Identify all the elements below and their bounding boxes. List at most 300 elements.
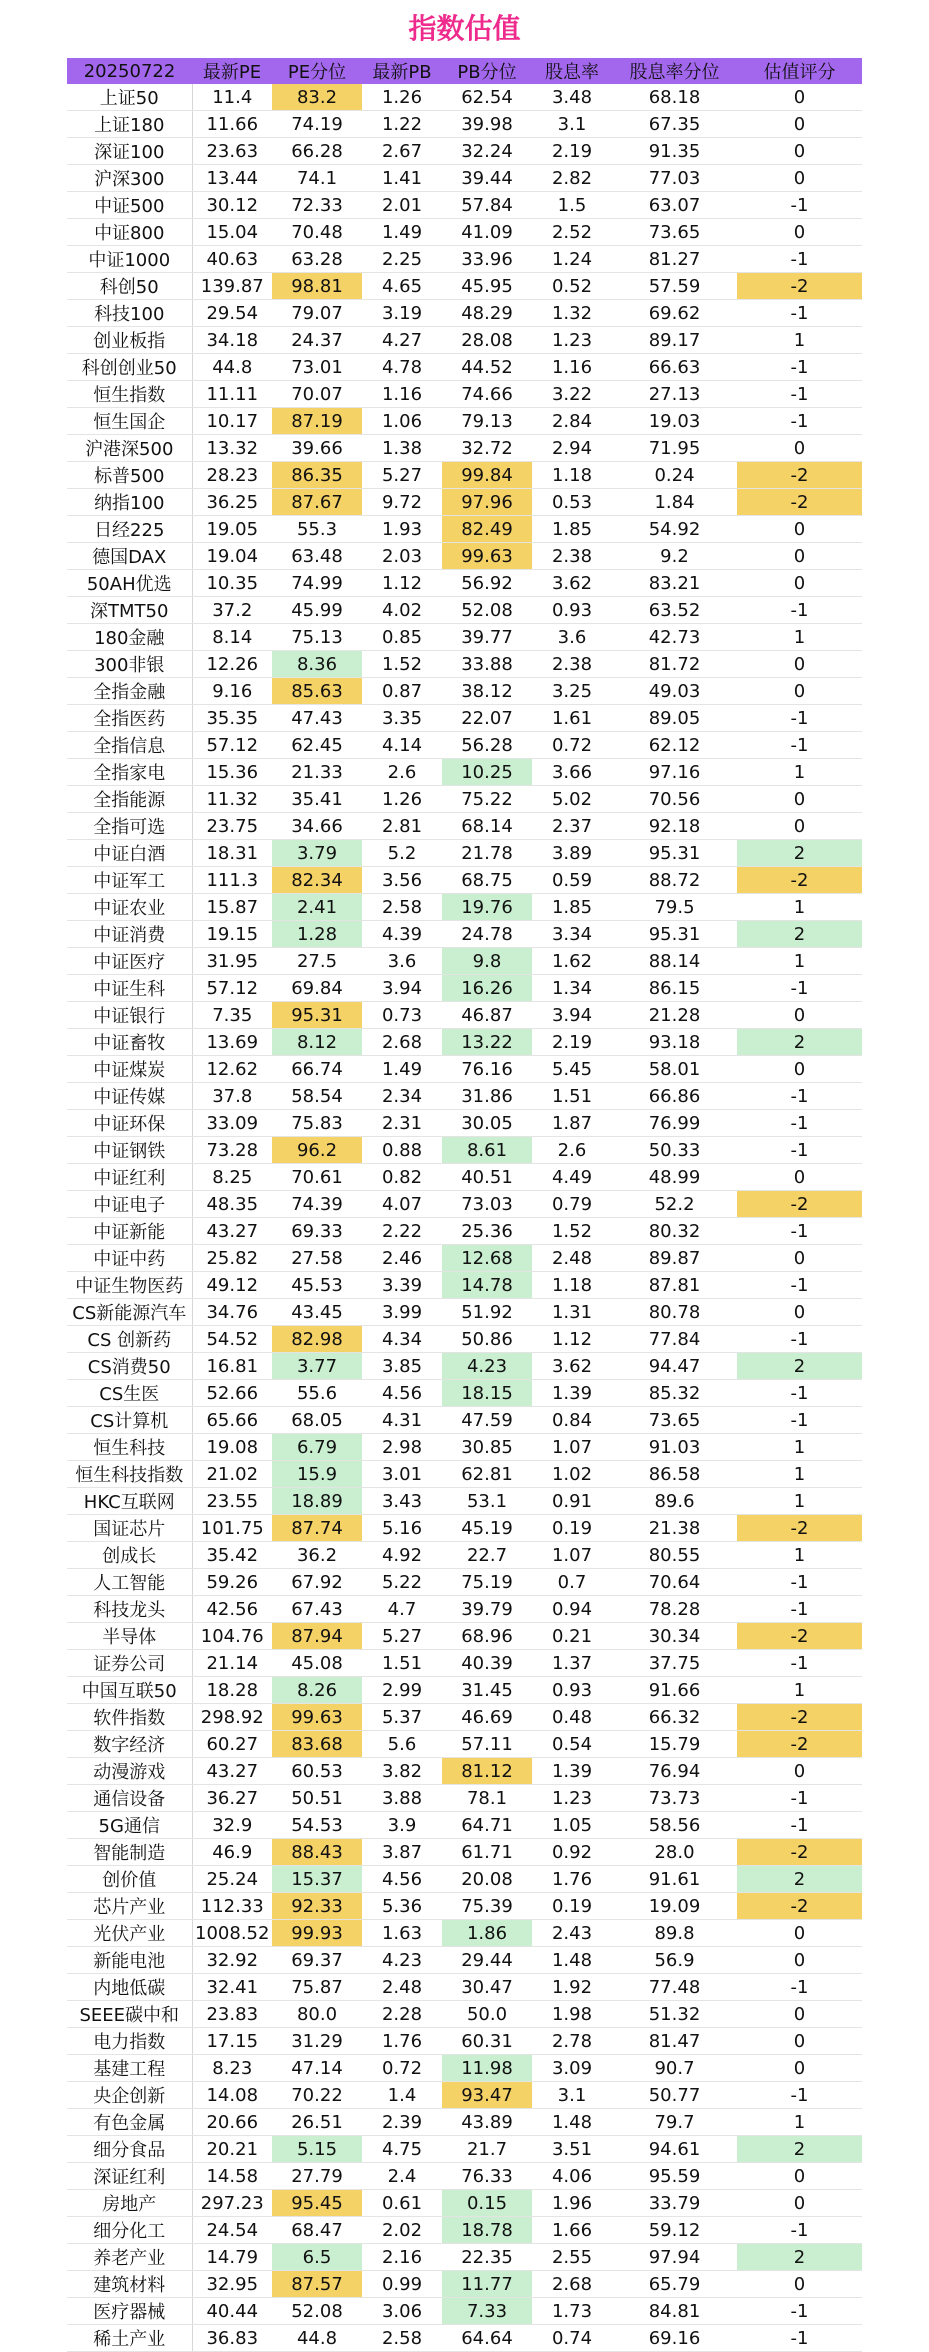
table-row bbox=[67, 1137, 862, 1164]
table-row bbox=[67, 165, 862, 192]
dividend-yield: 1.31 bbox=[532, 1299, 612, 1326]
pe-value: 21.14 bbox=[192, 1650, 272, 1677]
table-row bbox=[67, 1650, 862, 1677]
dividend-percentile: 65.79 bbox=[612, 2271, 737, 2298]
index-name: 创价值 bbox=[67, 1866, 192, 1893]
pe-value: 19.08 bbox=[192, 1434, 272, 1461]
pb-percentile: 21.78 bbox=[442, 840, 532, 867]
pb-value: 4.07 bbox=[362, 1191, 442, 1218]
index-name: 数字经济 bbox=[67, 1731, 192, 1758]
dividend-percentile: 58.01 bbox=[612, 1056, 737, 1083]
pe-value: 32.9 bbox=[192, 1812, 272, 1839]
pe-value: 35.42 bbox=[192, 1542, 272, 1569]
index-name: 全指能源 bbox=[67, 786, 192, 813]
pe-value: 101.75 bbox=[192, 1515, 272, 1542]
pb-percentile: 44.52 bbox=[442, 354, 532, 381]
table-row bbox=[67, 894, 862, 921]
table-row bbox=[67, 975, 862, 1002]
dividend-percentile: 68.18 bbox=[612, 84, 737, 111]
index-name: 中证500 bbox=[67, 192, 192, 219]
dividend-percentile: 89.6 bbox=[612, 1488, 737, 1515]
dividend-yield: 1.98 bbox=[532, 2001, 612, 2028]
dividend-percentile: 0.24 bbox=[612, 462, 737, 489]
pe-percentile: 68.47 bbox=[272, 2217, 362, 2244]
dividend-yield: 1.32 bbox=[532, 300, 612, 327]
pe-value: 25.82 bbox=[192, 1245, 272, 1272]
pb-value: 3.01 bbox=[362, 1461, 442, 1488]
pb-percentile: 13.22 bbox=[442, 1029, 532, 1056]
index-name: 全指信息 bbox=[67, 732, 192, 759]
pb-value: 1.49 bbox=[362, 1056, 442, 1083]
pb-percentile: 11.98 bbox=[442, 2055, 532, 2082]
table-row bbox=[67, 705, 862, 732]
pb-value: 4.56 bbox=[362, 1380, 442, 1407]
dividend-percentile: 66.32 bbox=[612, 1704, 737, 1731]
pb-value: 2.58 bbox=[362, 2325, 442, 2352]
index-name: CS生医 bbox=[67, 1380, 192, 1407]
pb-percentile: 46.69 bbox=[442, 1704, 532, 1731]
pb-percentile: 81.12 bbox=[442, 1758, 532, 1785]
pb-percentile: 53.1 bbox=[442, 1488, 532, 1515]
valuation-score: -2 bbox=[737, 1839, 862, 1866]
table-row bbox=[67, 597, 862, 624]
pe-percentile: 73.01 bbox=[272, 354, 362, 381]
dividend-yield: 1.16 bbox=[532, 354, 612, 381]
pb-value: 1.16 bbox=[362, 381, 442, 408]
index-name: 恒生科技 bbox=[67, 1434, 192, 1461]
dividend-yield: 2.19 bbox=[532, 138, 612, 165]
pe-value: 11.11 bbox=[192, 381, 272, 408]
pb-value: 2.6 bbox=[362, 759, 442, 786]
pe-percentile: 6.5 bbox=[272, 2244, 362, 2271]
index-name: 有色金属 bbox=[67, 2109, 192, 2136]
pe-value: 31.95 bbox=[192, 948, 272, 975]
valuation-score: 0 bbox=[737, 2028, 862, 2055]
dividend-yield: 0.21 bbox=[532, 1623, 612, 1650]
pb-percentile: 20.08 bbox=[442, 1866, 532, 1893]
pe-value: 1008.52 bbox=[192, 1920, 272, 1947]
dividend-percentile: 73.65 bbox=[612, 219, 737, 246]
pb-value: 3.9 bbox=[362, 1812, 442, 1839]
pe-percentile: 62.45 bbox=[272, 732, 362, 759]
dividend-yield: 1.18 bbox=[532, 1272, 612, 1299]
pe-value: 8.14 bbox=[192, 624, 272, 651]
index-name: 医疗器械 bbox=[67, 2298, 192, 2325]
dividend-percentile: 28.0 bbox=[612, 1839, 737, 1866]
pb-value: 3.39 bbox=[362, 1272, 442, 1299]
table-row bbox=[67, 786, 862, 813]
pe-value: 32.92 bbox=[192, 1947, 272, 1974]
dividend-yield: 1.39 bbox=[532, 1758, 612, 1785]
index-name: 中证军工 bbox=[67, 867, 192, 894]
valuation-score: -2 bbox=[737, 867, 862, 894]
pb-value: 1.76 bbox=[362, 2028, 442, 2055]
pe-value: 18.31 bbox=[192, 840, 272, 867]
pb-value: 1.38 bbox=[362, 435, 442, 462]
pe-percentile: 8.12 bbox=[272, 1029, 362, 1056]
dividend-percentile: 19.09 bbox=[612, 1893, 737, 1920]
pb-value: 2.46 bbox=[362, 1245, 442, 1272]
dividend-percentile: 86.58 bbox=[612, 1461, 737, 1488]
dividend-yield: 1.23 bbox=[532, 327, 612, 354]
dividend-yield: 2.38 bbox=[532, 543, 612, 570]
valuation-score: -1 bbox=[737, 1650, 862, 1677]
table-row bbox=[67, 1866, 862, 1893]
valuation-score: 0 bbox=[737, 2163, 862, 2190]
pe-percentile: 74.99 bbox=[272, 570, 362, 597]
dividend-yield: 0.7 bbox=[532, 1569, 612, 1596]
pb-percentile: 99.63 bbox=[442, 543, 532, 570]
pe-value: 13.69 bbox=[192, 1029, 272, 1056]
pb-value: 2.48 bbox=[362, 1974, 442, 2001]
valuation-score: 1 bbox=[737, 894, 862, 921]
pb-percentile: 78.1 bbox=[442, 1785, 532, 1812]
table-row bbox=[67, 1974, 862, 2001]
index-name: 稀土产业 bbox=[67, 2325, 192, 2352]
pe-percentile: 70.22 bbox=[272, 2082, 362, 2109]
dividend-percentile: 21.28 bbox=[612, 1002, 737, 1029]
pe-value: 19.15 bbox=[192, 921, 272, 948]
pb-percentile: 41.09 bbox=[442, 219, 532, 246]
table-row bbox=[67, 2244, 862, 2271]
index-name: 中证电子 bbox=[67, 1191, 192, 1218]
pe-value: 37.8 bbox=[192, 1083, 272, 1110]
index-name: 证券公司 bbox=[67, 1650, 192, 1677]
pe-value: 28.23 bbox=[192, 462, 272, 489]
pb-value: 0.72 bbox=[362, 2055, 442, 2082]
pe-value: 30.12 bbox=[192, 192, 272, 219]
pe-value: 40.63 bbox=[192, 246, 272, 273]
index-name: 中证煤炭 bbox=[67, 1056, 192, 1083]
pb-value: 4.65 bbox=[362, 273, 442, 300]
pb-percentile: 33.96 bbox=[442, 246, 532, 273]
valuation-score: -1 bbox=[737, 381, 862, 408]
pb-percentile: 18.78 bbox=[442, 2217, 532, 2244]
pb-percentile: 62.81 bbox=[442, 1461, 532, 1488]
valuation-score: 1 bbox=[737, 1461, 862, 1488]
pe-value: 52.66 bbox=[192, 1380, 272, 1407]
pb-value: 0.85 bbox=[362, 624, 442, 651]
valuation-score: -1 bbox=[737, 408, 862, 435]
pe-percentile: 15.9 bbox=[272, 1461, 362, 1488]
pe-value: 57.12 bbox=[192, 732, 272, 759]
valuation-score: -1 bbox=[737, 192, 862, 219]
pe-value: 23.63 bbox=[192, 138, 272, 165]
pb-percentile: 82.49 bbox=[442, 516, 532, 543]
index-name: 沪港深500 bbox=[67, 435, 192, 462]
dividend-percentile: 50.77 bbox=[612, 2082, 737, 2109]
dividend-yield: 2.55 bbox=[532, 2244, 612, 2271]
dividend-percentile: 56.9 bbox=[612, 1947, 737, 1974]
pb-value: 2.02 bbox=[362, 2217, 442, 2244]
valuation-score: 2 bbox=[737, 840, 862, 867]
pe-percentile: 21.33 bbox=[272, 759, 362, 786]
pe-value: 15.36 bbox=[192, 759, 272, 786]
table-row bbox=[67, 1083, 862, 1110]
dividend-yield: 1.07 bbox=[532, 1434, 612, 1461]
pb-percentile: 18.15 bbox=[442, 1380, 532, 1407]
header-pb: 最新PB bbox=[362, 58, 442, 84]
pe-percentile: 63.28 bbox=[272, 246, 362, 273]
pb-value: 4.75 bbox=[362, 2136, 442, 2163]
pb-value: 2.03 bbox=[362, 543, 442, 570]
pb-percentile: 19.76 bbox=[442, 894, 532, 921]
dividend-percentile: 51.32 bbox=[612, 2001, 737, 2028]
pe-value: 18.28 bbox=[192, 1677, 272, 1704]
valuation-score: 1 bbox=[737, 1434, 862, 1461]
valuation-score: 0 bbox=[737, 2190, 862, 2217]
index-name: 中证生物医药 bbox=[67, 1272, 192, 1299]
pb-percentile: 39.79 bbox=[442, 1596, 532, 1623]
dividend-yield: 0.72 bbox=[532, 732, 612, 759]
table-row bbox=[67, 219, 862, 246]
pe-value: 12.26 bbox=[192, 651, 272, 678]
valuation-score: 2 bbox=[737, 2244, 862, 2271]
pb-value: 5.27 bbox=[362, 1623, 442, 1650]
index-name: 中证环保 bbox=[67, 1110, 192, 1137]
dividend-yield: 1.85 bbox=[532, 516, 612, 543]
dividend-yield: 1.73 bbox=[532, 2298, 612, 2325]
pe-percentile: 70.07 bbox=[272, 381, 362, 408]
index-name: 通信设备 bbox=[67, 1785, 192, 1812]
dividend-yield: 0.53 bbox=[532, 489, 612, 516]
valuation-score: -2 bbox=[737, 1893, 862, 1920]
index-name: 中证传媒 bbox=[67, 1083, 192, 1110]
dividend-percentile: 63.52 bbox=[612, 597, 737, 624]
dividend-percentile: 19.03 bbox=[612, 408, 737, 435]
table-row bbox=[67, 1542, 862, 1569]
index-name: 中证中药 bbox=[67, 1245, 192, 1272]
dividend-yield: 0.92 bbox=[532, 1839, 612, 1866]
pe-value: 44.8 bbox=[192, 354, 272, 381]
pb-percentile: 10.25 bbox=[442, 759, 532, 786]
dividend-yield: 1.5 bbox=[532, 192, 612, 219]
pe-value: 32.95 bbox=[192, 2271, 272, 2298]
index-name: CS消费50 bbox=[67, 1353, 192, 1380]
table-row bbox=[67, 732, 862, 759]
pb-value: 0.88 bbox=[362, 1137, 442, 1164]
pb-percentile: 50.86 bbox=[442, 1326, 532, 1353]
dividend-percentile: 71.95 bbox=[612, 435, 737, 462]
dividend-yield: 0.94 bbox=[532, 1596, 612, 1623]
valuation-score: -1 bbox=[737, 354, 862, 381]
pb-value: 2.31 bbox=[362, 1110, 442, 1137]
dividend-yield: 0.79 bbox=[532, 1191, 612, 1218]
valuation-score: 0 bbox=[737, 84, 862, 111]
valuation-score: -2 bbox=[737, 1704, 862, 1731]
pe-value: 23.55 bbox=[192, 1488, 272, 1515]
table-row bbox=[67, 1434, 862, 1461]
table-row bbox=[67, 1407, 862, 1434]
pb-value: 4.78 bbox=[362, 354, 442, 381]
pe-percentile: 2.41 bbox=[272, 894, 362, 921]
dividend-percentile: 52.2 bbox=[612, 1191, 737, 1218]
valuation-score: 0 bbox=[737, 543, 862, 570]
pe-percentile: 67.92 bbox=[272, 1569, 362, 1596]
pe-percentile: 87.67 bbox=[272, 489, 362, 516]
valuation-score: 1 bbox=[737, 1488, 862, 1515]
dividend-percentile: 77.03 bbox=[612, 165, 737, 192]
dividend-yield: 0.59 bbox=[532, 867, 612, 894]
pb-value: 3.56 bbox=[362, 867, 442, 894]
pe-percentile: 5.15 bbox=[272, 2136, 362, 2163]
dividend-yield: 2.78 bbox=[532, 2028, 612, 2055]
pe-percentile: 52.08 bbox=[272, 2298, 362, 2325]
pb-value: 1.41 bbox=[362, 165, 442, 192]
dividend-yield: 2.43 bbox=[532, 1920, 612, 1947]
header-dividend-yield: 股息率 bbox=[532, 58, 612, 84]
pe-percentile: 69.37 bbox=[272, 1947, 362, 1974]
pb-percentile: 31.45 bbox=[442, 1677, 532, 1704]
index-name: 深证红利 bbox=[67, 2163, 192, 2190]
index-name: SEEE碳中和 bbox=[67, 2001, 192, 2028]
index-name: 细分食品 bbox=[67, 2136, 192, 2163]
dividend-yield: 2.84 bbox=[532, 408, 612, 435]
pe-percentile: 66.74 bbox=[272, 1056, 362, 1083]
dividend-yield: 1.12 bbox=[532, 1326, 612, 1353]
valuation-score: 2 bbox=[737, 2136, 862, 2163]
valuation-score: 0 bbox=[737, 570, 862, 597]
pe-percentile: 31.29 bbox=[272, 2028, 362, 2055]
dividend-percentile: 91.35 bbox=[612, 138, 737, 165]
dividend-percentile: 87.81 bbox=[612, 1272, 737, 1299]
pe-percentile: 69.33 bbox=[272, 1218, 362, 1245]
dividend-percentile: 88.14 bbox=[612, 948, 737, 975]
pe-percentile: 66.28 bbox=[272, 138, 362, 165]
dividend-yield: 5.45 bbox=[532, 1056, 612, 1083]
pe-value: 15.87 bbox=[192, 894, 272, 921]
pe-percentile: 75.13 bbox=[272, 624, 362, 651]
dividend-percentile: 80.32 bbox=[612, 1218, 737, 1245]
pb-value: 4.92 bbox=[362, 1542, 442, 1569]
pe-value: 60.27 bbox=[192, 1731, 272, 1758]
dividend-percentile: 78.28 bbox=[612, 1596, 737, 1623]
table-row bbox=[67, 489, 862, 516]
index-name: 中证消费 bbox=[67, 921, 192, 948]
dividend-percentile: 84.81 bbox=[612, 2298, 737, 2325]
index-name: 动漫游戏 bbox=[67, 1758, 192, 1785]
pb-value: 4.14 bbox=[362, 732, 442, 759]
table-row bbox=[67, 246, 862, 273]
valuation-score: -1 bbox=[737, 2217, 862, 2244]
pb-value: 5.2 bbox=[362, 840, 442, 867]
pb-value: 1.49 bbox=[362, 219, 442, 246]
pb-value: 2.16 bbox=[362, 2244, 442, 2271]
pe-percentile: 27.58 bbox=[272, 1245, 362, 1272]
pe-percentile: 99.63 bbox=[272, 1704, 362, 1731]
pe-percentile: 82.98 bbox=[272, 1326, 362, 1353]
dividend-yield: 3.66 bbox=[532, 759, 612, 786]
dividend-percentile: 67.35 bbox=[612, 111, 737, 138]
dividend-percentile: 89.8 bbox=[612, 1920, 737, 1947]
pe-percentile: 34.66 bbox=[272, 813, 362, 840]
table-row bbox=[67, 2217, 862, 2244]
index-name: 科创50 bbox=[67, 273, 192, 300]
dividend-yield: 3.6 bbox=[532, 624, 612, 651]
pb-percentile: 40.51 bbox=[442, 1164, 532, 1191]
pb-value: 2.25 bbox=[362, 246, 442, 273]
pe-value: 7.35 bbox=[192, 1002, 272, 1029]
pb-percentile: 40.39 bbox=[442, 1650, 532, 1677]
valuation-score: -1 bbox=[737, 1083, 862, 1110]
valuation-score: -1 bbox=[737, 2325, 862, 2352]
dividend-yield: 4.49 bbox=[532, 1164, 612, 1191]
pb-percentile: 64.64 bbox=[442, 2325, 532, 2352]
pe-percentile: 54.53 bbox=[272, 1812, 362, 1839]
pb-value: 1.93 bbox=[362, 516, 442, 543]
valuation-score: 2 bbox=[737, 921, 862, 948]
valuation-score: 0 bbox=[737, 786, 862, 813]
valuation-score: -1 bbox=[737, 2298, 862, 2325]
table-row bbox=[67, 1488, 862, 1515]
dividend-yield: 1.05 bbox=[532, 1812, 612, 1839]
pe-value: 43.27 bbox=[192, 1218, 272, 1245]
table-row bbox=[67, 192, 862, 219]
table-row bbox=[67, 840, 862, 867]
pb-percentile: 76.33 bbox=[442, 2163, 532, 2190]
index-name: 智能制造 bbox=[67, 1839, 192, 1866]
valuation-score: 0 bbox=[737, 651, 862, 678]
pb-percentile: 93.47 bbox=[442, 2082, 532, 2109]
table-row bbox=[67, 759, 862, 786]
dividend-yield: 2.6 bbox=[532, 1137, 612, 1164]
dividend-yield: 2.48 bbox=[532, 1245, 612, 1272]
pb-value: 3.88 bbox=[362, 1785, 442, 1812]
pb-percentile: 50.0 bbox=[442, 2001, 532, 2028]
valuation-score: 0 bbox=[737, 1299, 862, 1326]
pb-percentile: 4.23 bbox=[442, 1353, 532, 1380]
pb-value: 4.34 bbox=[362, 1326, 442, 1353]
table-row bbox=[67, 300, 862, 327]
index-name: 科技100 bbox=[67, 300, 192, 327]
pe-value: 8.25 bbox=[192, 1164, 272, 1191]
index-name: 全指医药 bbox=[67, 705, 192, 732]
table-row bbox=[67, 1218, 862, 1245]
dividend-percentile: 73.73 bbox=[612, 1785, 737, 1812]
index-name: 深TMT50 bbox=[67, 597, 192, 624]
valuation-score: 0 bbox=[737, 813, 862, 840]
pe-percentile: 55.6 bbox=[272, 1380, 362, 1407]
index-name: 房地产 bbox=[67, 2190, 192, 2217]
pb-value: 5.22 bbox=[362, 1569, 442, 1596]
pb-value: 3.19 bbox=[362, 300, 442, 327]
pb-value: 2.81 bbox=[362, 813, 442, 840]
dividend-yield: 1.61 bbox=[532, 705, 612, 732]
pe-value: 13.44 bbox=[192, 165, 272, 192]
pb-percentile: 45.19 bbox=[442, 1515, 532, 1542]
valuation-score: -1 bbox=[737, 705, 862, 732]
valuation-score: -1 bbox=[737, 1218, 862, 1245]
valuation-score: -1 bbox=[737, 1812, 862, 1839]
pb-value: 3.82 bbox=[362, 1758, 442, 1785]
pb-value: 2.58 bbox=[362, 894, 442, 921]
dividend-yield: 4.06 bbox=[532, 2163, 612, 2190]
dividend-yield: 2.94 bbox=[532, 435, 612, 462]
pb-value: 2.01 bbox=[362, 192, 442, 219]
table-row bbox=[67, 2298, 862, 2325]
index-name: 创成长 bbox=[67, 1542, 192, 1569]
valuation-score: 1 bbox=[737, 1542, 862, 1569]
index-name: 养老产业 bbox=[67, 2244, 192, 2271]
valuation-score: -1 bbox=[737, 732, 862, 759]
dividend-yield: 0.19 bbox=[532, 1515, 612, 1542]
valuation-score: -1 bbox=[737, 246, 862, 273]
pe-percentile: 69.84 bbox=[272, 975, 362, 1002]
valuation-score: -2 bbox=[737, 1515, 862, 1542]
header-pb-percentile: PB分位 bbox=[442, 58, 532, 84]
table-row bbox=[67, 1029, 862, 1056]
pe-value: 14.08 bbox=[192, 2082, 272, 2109]
